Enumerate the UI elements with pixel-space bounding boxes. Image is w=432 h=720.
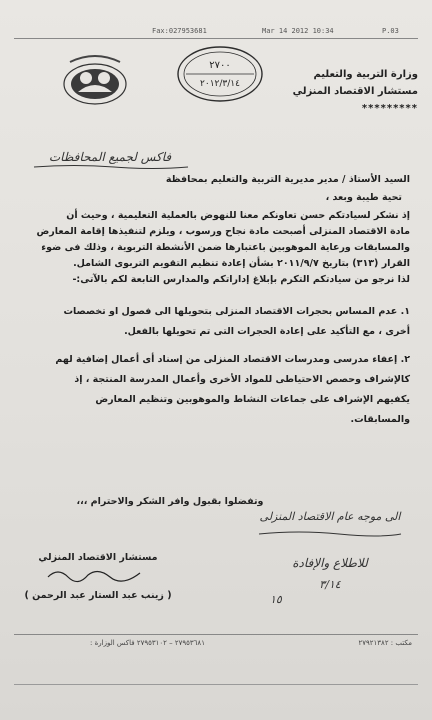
body-line: مادة الاقتصاد المنزلى أصبحت مادة نجاح ورسوب ، ويلزم لتنفيذها إقامة المعارض [36,226,410,237]
fax-title-handwritten: فاكس لجميع المحافظات [48,150,172,164]
fax-timestamp: Mar 14 2012 10:34 [262,27,334,35]
ministry-heading [268,66,418,117]
point-number: ٢. [400,354,410,365]
footer-office: مكتب : ٢٧٩٢١٣٨٢ [358,639,412,647]
closing-line: وتفضلوا بقبول وافر الشكر والاحترام ،،، [76,496,264,507]
handwritten-note [250,510,410,606]
point-line: عدم المساس بحجرات الاقتصاد المنزلى بتحويلها الى فصول او تخصصات [63,306,398,317]
header-rule [14,38,418,39]
footer-fax: ٢٧٩٥٣٦٨١ – ٢٧٩٥٣١٠٢ فاكس الوزارة : [90,639,205,647]
point-line: يكفيهم الإشراف على جماعات النشاط والموهوبين وتنظيم المعارض [95,394,410,405]
handwritten-number: ١٥ [270,593,282,606]
point-1 [20,304,410,340]
addressee-line: السيد الأستاذ / مدير مديرية التربية والتعليم بمحافظة [165,174,410,185]
body-line: والمسابقات ورعاية الموهوبين باعتبارها ضمن الأنشطة التربوية ، وذلك فى ضوء [41,242,410,253]
ministry-logo [56,52,134,112]
point-line: كالإشراف وحصص الاحتياطى للمواد الأخرى وأعمال المدرسة المنتجة ، إذ [74,374,410,385]
body-line: لذا نرجو من سيادتكم التكرم بإبلاغ إداراتكم والمدارس التابعة لكم بالآتى:- [72,274,410,285]
handwritten-date: ٣/١٤ [319,578,341,591]
advisor-title: مستشار الاقتصاد المنزلي [38,552,158,563]
fax-number: Fax:027953681 [152,27,207,35]
handwritten-line2: للاطلاع والإفادة [292,556,368,570]
point-line: أخرى ، مع التأكيد على إعادة الحجرات التى تم تحويلها بالفعل. [124,326,410,337]
advisor-name: ( زينب عبد الستار عبد الرحمن ) [24,590,172,601]
bottom-rule [14,684,418,685]
heading-stars: ********* [361,103,418,114]
point-2 [20,352,410,428]
department-name: مستشار الاقتصاد المنزلي [292,86,418,97]
stamp-number: ٢٧٠٠ [209,60,231,71]
point-line: والمسابقات. [350,414,410,425]
footer-contacts [0,637,432,653]
fax-page-number: P.03 [382,27,399,35]
greeting-line: تحية طيبة وبعد ، [325,192,402,203]
fax-header [0,25,432,39]
stamp-date: ٢٠١٢/٣/١٤ [200,79,240,89]
advisor-signature [38,565,158,583]
incoming-stamp [176,44,264,104]
handwritten-line1: الى موجه عام الاقتصاد المنزلى [259,510,401,523]
point-number: ١. [400,306,410,317]
ministry-name: وزارة التربية والتعليم [313,69,418,80]
body-line: إذ نشكر لسيادتكم حسن تعاونكم معنا للنهوض بالعملية التعليمية ، وحيث أن [66,210,410,221]
fax-title-underline [32,164,190,170]
handwritten-underline [255,530,405,538]
advisor-signature-block [18,550,178,603]
footer-rule [14,634,418,635]
body-line: القرار (٣١٣) بتاريخ ٢٠١١/٩/٧ بشأن إعادة تنظيم التقويم التربوى الشامل. [73,258,410,269]
letter-body [20,208,410,288]
point-line: إعفاء مدرسى ومدرسات الاقتصاد المنزلى من إسناد أى أعمال إضافية لهم [55,354,398,365]
